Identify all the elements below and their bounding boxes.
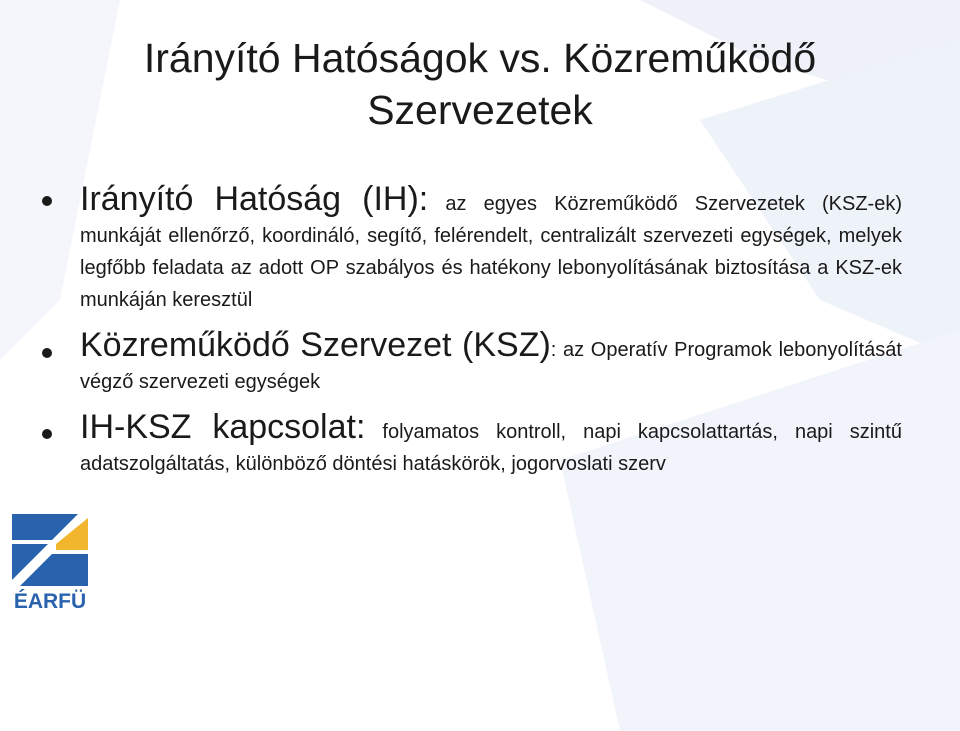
title-line-1: Irányító Hatóságok vs. Közreműködő xyxy=(143,35,817,81)
bullet-term: Közreműködő Szervezet (KSZ) xyxy=(80,326,551,364)
bullet-text: folyamatos kontroll, napi kapcsolattartás, napi szintű adatszolgáltatás, különböző döntési hatáskörök, jogorvoslati szerv xyxy=(80,421,902,475)
bullet-dot-icon xyxy=(42,429,52,439)
bullet-item-ih xyxy=(40,182,902,316)
bullet-term: IH-KSZ kapcsolat: xyxy=(80,408,366,446)
earfu-logo-mark-icon xyxy=(8,510,92,590)
logo-text: ÉARFÜ xyxy=(13,590,87,613)
bullet-dot-icon xyxy=(42,348,52,358)
bullet-dot-icon xyxy=(42,196,52,206)
bullet-text: az egyes Közreműködő Szervezetek (KSZ-ek) munkáját ellenőrző, koordináló, segítő, felérendelt, centralizált szervezeti egységek, melyek legfőbb feladata az adott OP szabályos és hatékony lebonyolításának biztosítása a KSZ-ek munkáján keresztül xyxy=(80,193,902,311)
bullet-term: Irányító Hatóság (IH): xyxy=(80,180,429,218)
title-line-2: Szervezetek xyxy=(367,87,593,133)
bullet-text: : az Operatív Programok lebonyolítását végző szervezeti egységek xyxy=(80,339,902,393)
slide-title xyxy=(40,32,920,136)
bullet-item-ih-ksz xyxy=(40,410,902,480)
bullet-item-ksz xyxy=(40,328,902,398)
bullet-list xyxy=(40,182,902,492)
earfu-logo xyxy=(8,510,92,620)
